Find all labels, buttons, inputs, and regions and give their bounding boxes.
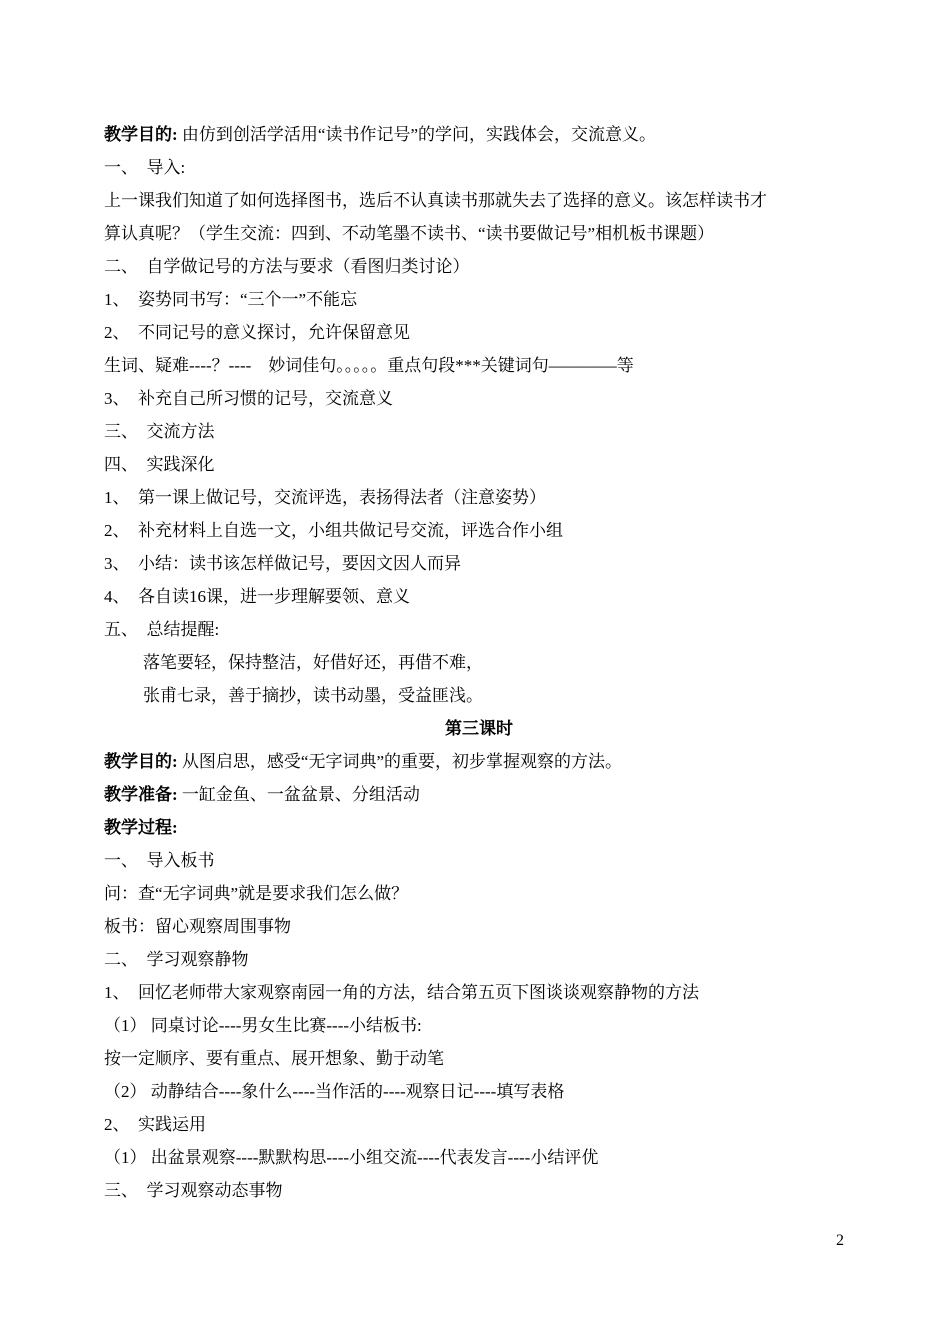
line-text: 2、 补充材料上自选一文，小组共做记号交流，评选合作小组 — [104, 521, 563, 540]
text-line — [104, 448, 854, 481]
text-line — [104, 943, 854, 976]
line-text: 落笔要轻，保持整洁，好借好还，再借不难， — [143, 653, 483, 672]
text-line — [104, 415, 854, 448]
line-text: 按一定顺序、要有重点、展开想象、勤于动笔 — [104, 1049, 444, 1068]
text-line — [104, 1141, 854, 1174]
line-text: 五、 总结提醒: — [104, 620, 220, 639]
page-number: 2 — [836, 1232, 844, 1249]
line-text: 问：查“无字词典”就是要求我们怎么做？ — [104, 884, 409, 903]
line-text: 从图启思，感受“无字词典”的重要，初步掌握观察的方法。 — [177, 752, 623, 771]
line-text: 1、 回忆老师带大家观察南园一角的方法，结合第五页下图谈谈观察静物的方法 — [104, 983, 699, 1002]
line-label: 教学目的: — [104, 752, 178, 771]
line-text: 一、 导入板书 — [104, 851, 215, 870]
line-text: 第三课时 — [445, 719, 513, 738]
line-text: 1、 姿势同书写：“三个一”不能忘 — [104, 290, 358, 309]
text-line — [104, 877, 854, 910]
line-text: 四、 实践深化 — [104, 455, 215, 474]
line-text: 4、 各自读16课，进一步理解要领、意义 — [104, 587, 410, 606]
text-line — [104, 118, 854, 151]
line-text: 3、 小结：读书该怎样做记号，要因文因人而异 — [104, 554, 461, 573]
line-text: 2、 实践运用 — [104, 1115, 206, 1134]
line-text: 生词、疑难----？---- 妙词佳句。。。。。重点句段***关键词句————等 — [104, 356, 634, 375]
line-text: 二、 学习观察静物 — [104, 950, 249, 969]
text-line — [104, 250, 854, 283]
line-label: 教学目的: — [104, 125, 178, 144]
text-line — [104, 283, 854, 316]
line-text: 3、 补充自己所习惯的记号，交流意义 — [104, 389, 393, 408]
text-line — [104, 184, 854, 217]
text-line — [104, 1042, 854, 1075]
line-text: （1） 同桌讨论----男女生比赛----小结板书: — [104, 1016, 422, 1035]
section-heading — [104, 712, 854, 745]
line-text: （2） 动静结合----象什么----当作活的----观察日记----填写表格 — [104, 1082, 565, 1101]
line-text: 张甫七录，善于摘抄，读书动墨，受益匪浅。 — [143, 686, 483, 705]
text-line — [104, 844, 854, 877]
text-line — [104, 745, 854, 778]
document-body — [104, 118, 854, 1207]
text-line — [104, 514, 854, 547]
text-line — [104, 481, 854, 514]
text-line — [104, 382, 854, 415]
text-line — [104, 811, 854, 844]
line-label: 教学过程: — [104, 818, 178, 837]
text-line — [104, 679, 854, 712]
text-line — [104, 1075, 854, 1108]
text-line — [104, 151, 854, 184]
line-text: 三、 交流方法 — [104, 422, 215, 441]
line-text: 一、 导入: — [104, 158, 186, 177]
line-text: 三、 学习观察动态事物 — [104, 1181, 283, 1200]
text-line — [104, 316, 854, 349]
line-text: 一缸金鱼、一盆盆景、分组活动 — [177, 785, 420, 804]
text-line — [104, 1174, 854, 1207]
line-text: 板书：留心观察周围事物 — [104, 917, 291, 936]
text-line — [104, 976, 854, 1009]
text-line — [104, 1108, 854, 1141]
text-line — [104, 547, 854, 580]
line-text: 由仿到创活学活用“读书作记号”的学问，实践体会，交流意义。 — [177, 125, 657, 144]
text-line — [104, 778, 854, 811]
text-line — [104, 349, 854, 382]
line-text: 上一课我们知道了如何选择图书，选后不认真读书那就失去了选择的意义。该怎样读书才 — [104, 191, 767, 210]
text-line — [104, 613, 854, 646]
line-text: 2、 不同记号的意义探讨，允许保留意见 — [104, 323, 410, 342]
line-label: 教学准备: — [104, 785, 178, 804]
text-line — [104, 910, 854, 943]
line-text: 1、 第一课上做记号，交流评选，表扬得法者（注意姿势） — [104, 488, 546, 507]
line-text: 算认真呢？（学生交流：四到、不动笔墨不读书、“读书要做记号”相机板书课题） — [104, 224, 715, 243]
line-text: 二、 自学做记号的方法与要求（看图归类讨论） — [104, 257, 470, 276]
line-text: （1） 出盆景观察----默默构思----小组交流----代表发言----小结评优 — [104, 1148, 599, 1167]
text-line — [104, 580, 854, 613]
text-line — [104, 217, 854, 250]
text-line — [104, 646, 854, 679]
text-line — [104, 1009, 854, 1042]
